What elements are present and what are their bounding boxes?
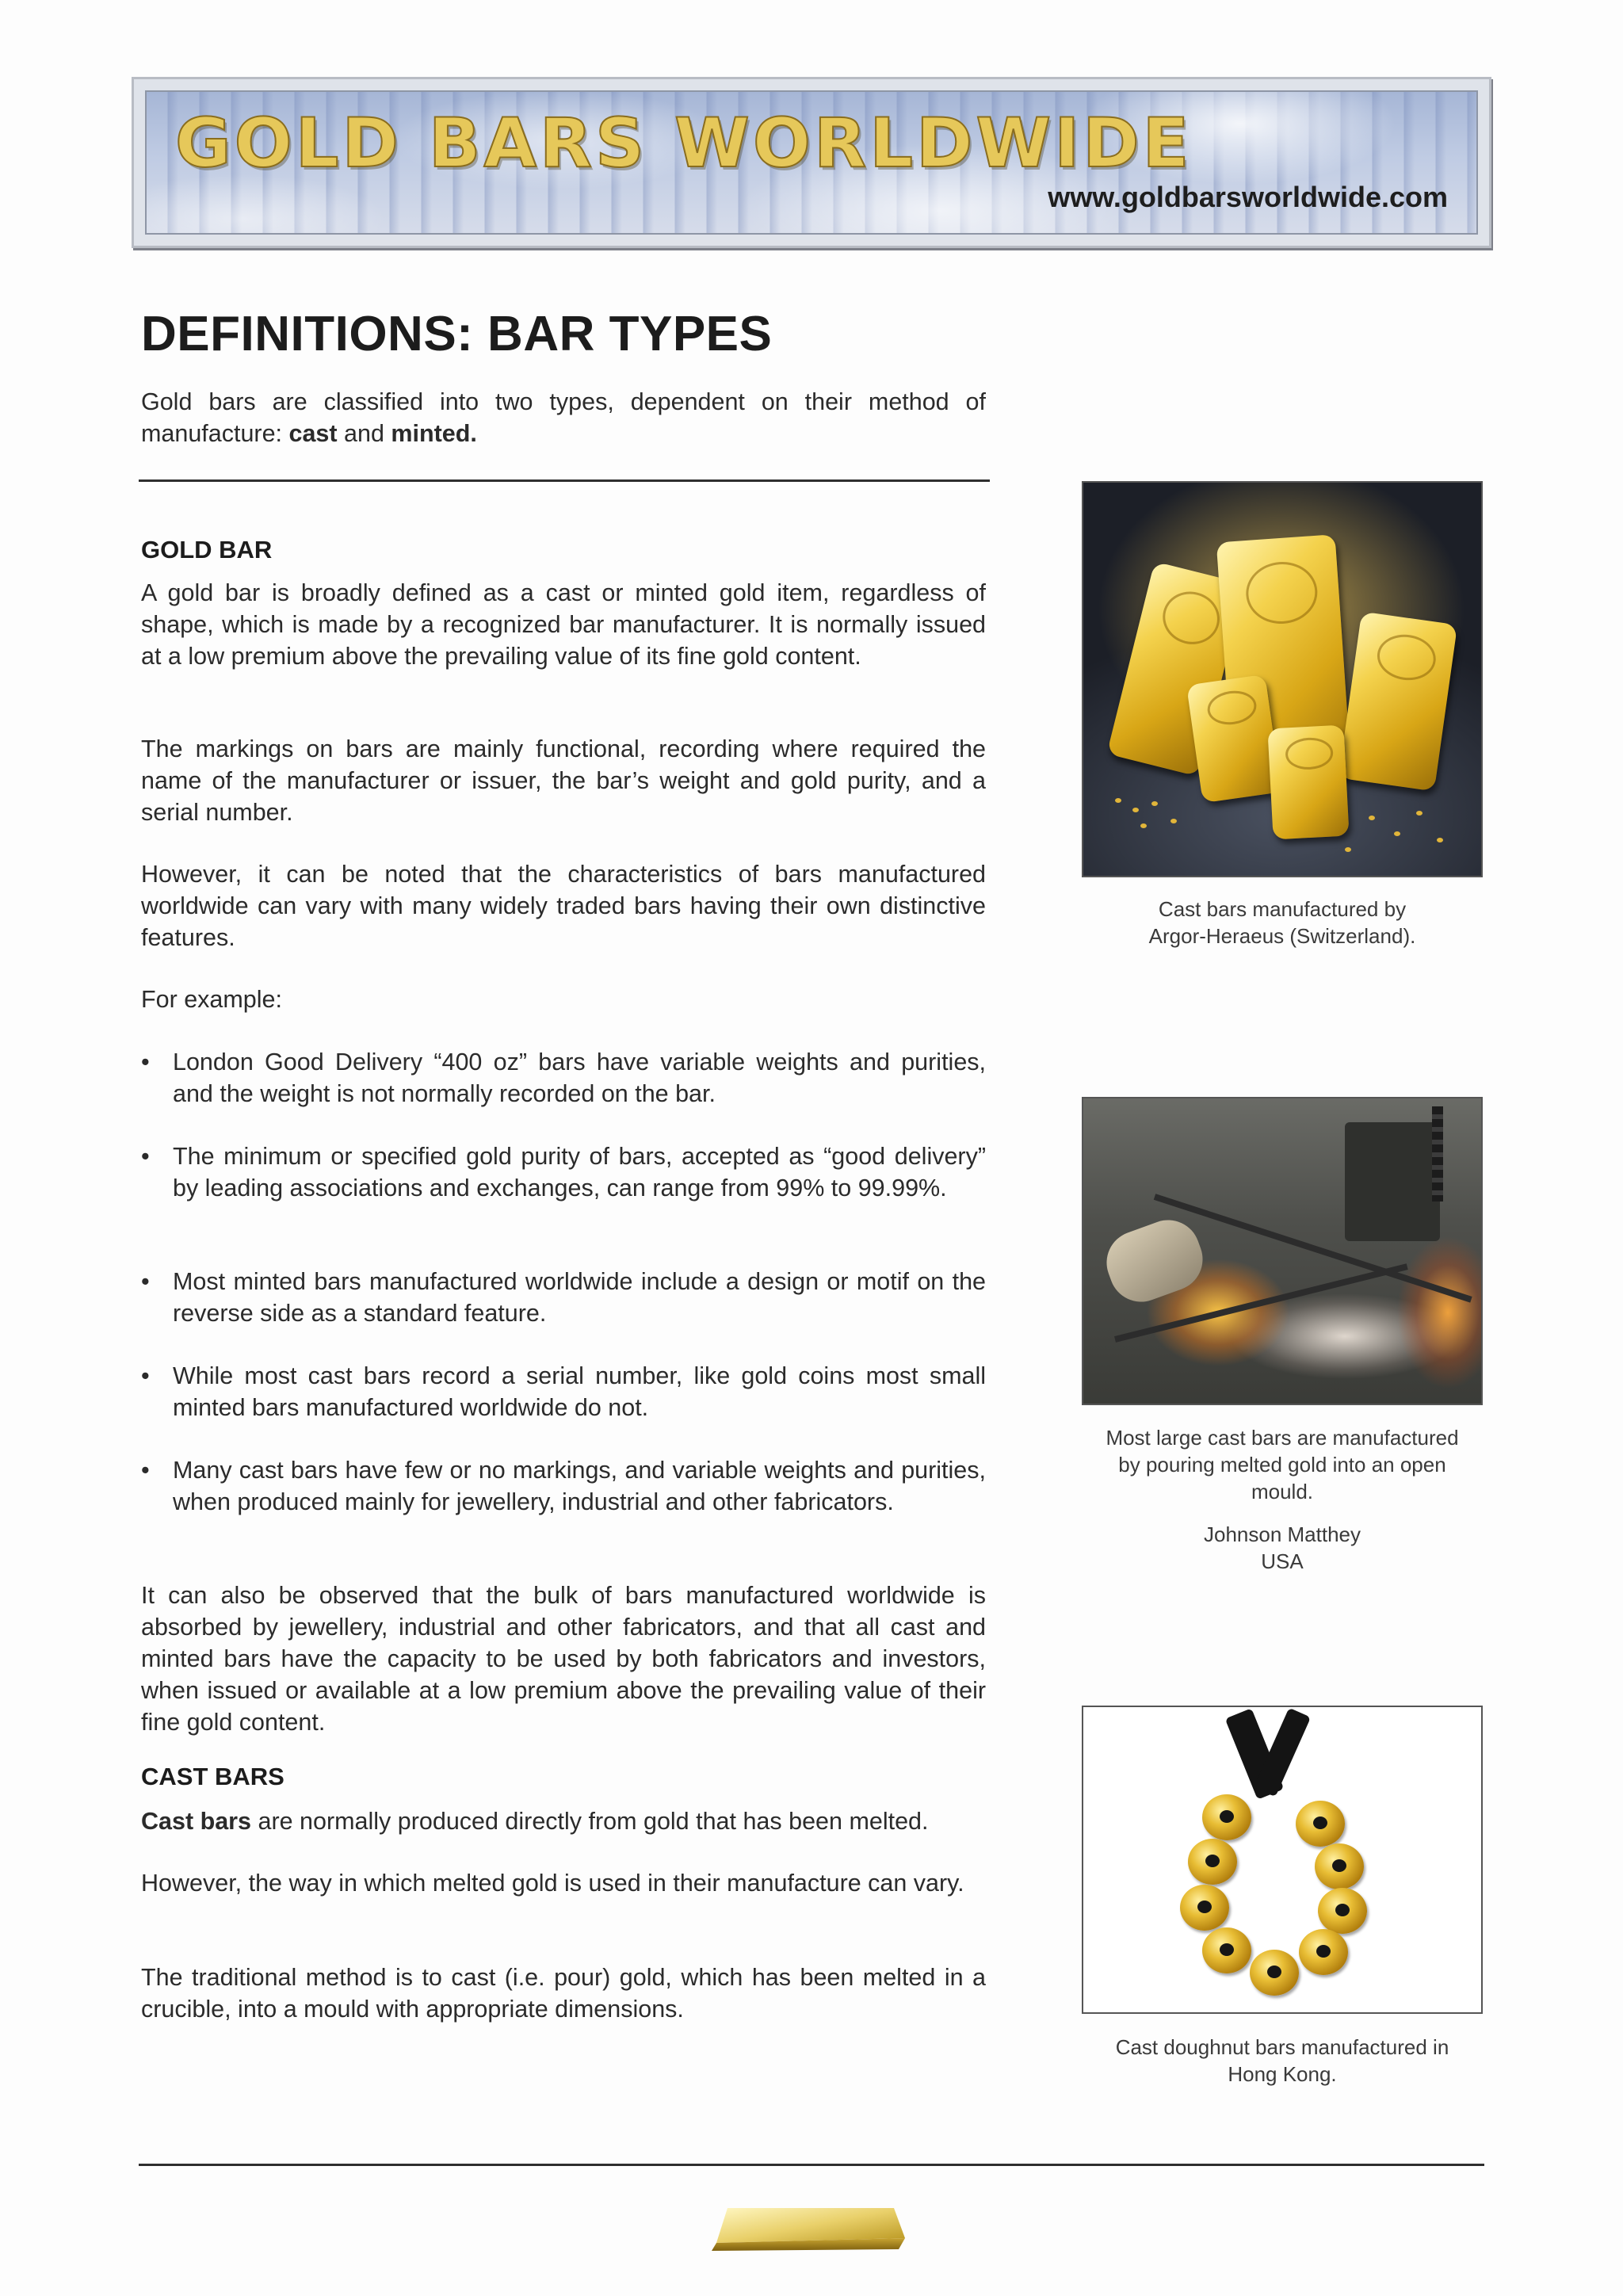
doughnut-bar — [1296, 1801, 1345, 1847]
cast-bars-paragraph-1 — [141, 1805, 986, 1837]
machinery-shape — [1345, 1122, 1440, 1241]
banner-url[interactable]: www.goldbarsworldwide.com — [1048, 181, 1448, 213]
gold-bar-shape — [1338, 612, 1457, 792]
bullet-dot: • — [141, 1049, 150, 1075]
gold-bar-paragraph-4: It can also be observed that the bulk of bars manufactured worldwide is absorbed by jewellery, industrial and other fabricators, and that all cast and minted bars have the capacity to be used by both fabricators and investors, when issued or available at a low premium above the prevailing value of their fine gold content. — [141, 1582, 986, 1736]
doughnut-bar — [1180, 1885, 1229, 1931]
doughnut-bar — [1250, 1950, 1299, 1996]
bullet-dot: • — [141, 1457, 150, 1484]
cast-bars-caption — [1054, 896, 1510, 949]
caption-line: Most large cast bars are manufactured — [1106, 1426, 1459, 1450]
list-item-text: Many cast bars have few or no markings, and variable weights and purities, when produced mainly for jewellery, industrial and other fabricators. — [173, 1457, 986, 1515]
list-item — [141, 1360, 986, 1423]
foundry-caption — [1054, 1424, 1510, 1505]
cast-bars-text: are normally produced directly from gold that has been melted. — [251, 1808, 929, 1835]
intro-text: Gold bars are classified into two types, dependent on their method of manufacture: — [141, 388, 986, 447]
list-item-text: While most cast bars record a serial number, like gold coins most small minted bars manufactured worldwide do not. — [173, 1362, 986, 1421]
gold-bar-shape — [1186, 674, 1281, 803]
list-item-text: Most minted bars manufactured worldwide include a design or motif on the reverse side as a standard feature. — [173, 1268, 986, 1327]
gold-grain — [1151, 801, 1158, 806]
gold-grain — [1140, 823, 1147, 828]
footer-rule — [139, 2164, 1484, 2166]
gold-grain — [1132, 808, 1139, 812]
cast-bars-bold: Cast bars — [141, 1808, 252, 1835]
site-banner — [132, 77, 1491, 248]
doughnut-caption — [1054, 2034, 1510, 2088]
doughnut-bar — [1318, 1888, 1367, 1934]
doughnut-bars-photo — [1082, 1706, 1483, 2014]
list-item — [141, 1454, 986, 1518]
gold-bar-icon — [710, 2203, 911, 2252]
intro-and: and — [337, 420, 391, 447]
list-item — [141, 1266, 986, 1329]
page-title: DEFINITIONS: BAR TYPES — [141, 307, 773, 361]
caption-line: Cast doughnut bars manufactured in — [1115, 2035, 1449, 2059]
caption-line: Cast bars manufactured by — [1158, 897, 1407, 921]
gold-grain — [1170, 819, 1177, 823]
gold-grain — [1394, 831, 1400, 836]
bullet-dot: • — [141, 1268, 150, 1295]
bullet-dot: • — [141, 1143, 150, 1170]
caption-line: by pouring melted gold into an open — [1118, 1453, 1446, 1477]
gold-bar-paragraph-2: The markings on bars are mainly functional, recording where required the name of the manufacturer or issuer, the bar’s weight and gold purity, and a serial number. — [141, 735, 986, 826]
chain-shape — [1432, 1106, 1443, 1201]
gold-bar-paragraph-3: However, it can be noted that the characteristics of bars manufactured worldwide can vary with many widely traded bars having their own distinctive features. — [141, 861, 986, 951]
gold-bar-shape — [1267, 725, 1349, 840]
bullet-dot: • — [141, 1362, 150, 1389]
list-item-text: London Good Delivery “400 oz” bars have variable weights and purities, and the weight is not normally recorded on the bar. — [173, 1049, 986, 1107]
intro-bold-minted: minted. — [391, 420, 477, 447]
section-divider — [139, 479, 990, 482]
cast-bars-paragraph-3: The traditional method is to cast (i.e. pour) gold, which has been melted in a crucible, into a mould with appropriate dimensions. — [141, 1964, 986, 2023]
list-item — [141, 1140, 986, 1204]
section-heading-gold-bar: GOLD BAR — [141, 536, 273, 563]
banner-title: GOLD BARS WORLDWIDE — [175, 104, 1193, 183]
doughnut-bar — [1315, 1843, 1364, 1889]
gold-bar-paragraph-1: A gold bar is broadly defined as a cast or minted gold item, regardless of shape, which is made by a recognized bar manufacturer. It is normally issued at a low premium above the prevailing value of its fine gold content. — [141, 579, 986, 670]
gold-grain — [1416, 811, 1423, 816]
credit-line: Johnson Matthey — [1203, 1522, 1361, 1546]
intro-paragraph — [141, 386, 986, 449]
for-example-label: For example: — [141, 986, 282, 1013]
foundry-credit — [1054, 1521, 1510, 1575]
caption-line: Hong Kong. — [1228, 2062, 1337, 2086]
credit-line: USA — [1261, 1549, 1304, 1573]
doughnut-bar — [1299, 1929, 1348, 1975]
gold-grain — [1345, 847, 1351, 852]
gold-grain — [1369, 816, 1375, 820]
doughnut-bar — [1188, 1839, 1237, 1885]
gold-grain — [1437, 838, 1443, 842]
intro-bold-cast: cast — [288, 420, 338, 447]
banner-sky-background — [145, 90, 1478, 235]
list-item-text: The minimum or specified gold purity of bars, accepted as “good delivery” by leading associations and exchanges, can range from 99% to 99.99%. — [173, 1143, 986, 1201]
cast-bars-photo — [1082, 481, 1483, 877]
caption-line: mould. — [1251, 1480, 1314, 1503]
section-heading-cast-bars: CAST BARS — [141, 1763, 285, 1790]
glove-shape — [1098, 1211, 1212, 1311]
gold-grain — [1115, 798, 1121, 803]
caption-line: Argor-Heraeus (Switzerland). — [1148, 924, 1416, 948]
list-item — [141, 1046, 986, 1110]
foundry-photo — [1082, 1097, 1483, 1405]
doughnut-bar — [1202, 1927, 1251, 1973]
doughnut-bar — [1202, 1794, 1251, 1840]
cast-bars-paragraph-2: However, the way in which melted gold is used in their manufacture can vary. — [141, 1870, 964, 1897]
